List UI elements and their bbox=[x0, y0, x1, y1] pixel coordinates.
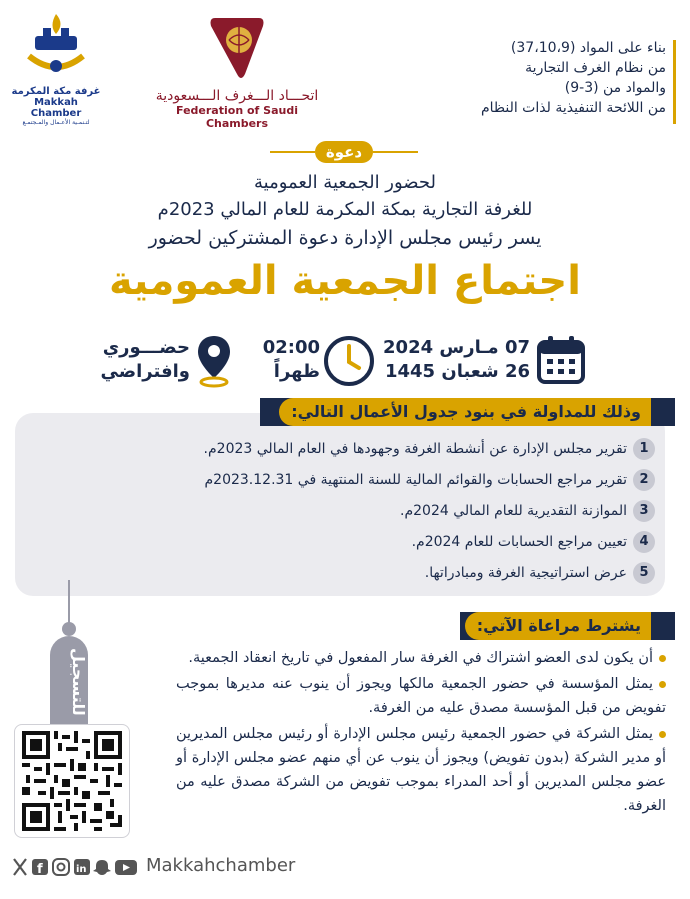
fsc-name-ar: اتحـــاد الـــغرف الـــسعودية bbox=[155, 88, 319, 104]
agenda-item-2 bbox=[30, 468, 655, 492]
snapchat-icon bbox=[93, 860, 111, 875]
invitation-line-3: يسر رئيس مجلس الإدارة دعوة المشتركين لحضور bbox=[148, 227, 542, 249]
agenda-title: وذلك للمداولة في بنود جدول الأعمال التالي: bbox=[279, 398, 651, 426]
bullet-icon bbox=[659, 681, 666, 688]
calendar-icon bbox=[536, 334, 586, 390]
fsc-logo bbox=[152, 12, 322, 130]
invitation-line-2: للغرفة التجارية بمكة المكرمة للعام المالي 2023م bbox=[157, 199, 533, 220]
legal-line-3: والمواد من (3-9) bbox=[564, 80, 666, 96]
invitation-badge: دعوة bbox=[315, 141, 373, 163]
svg-text:in: in bbox=[76, 864, 87, 875]
conditions-list bbox=[176, 646, 666, 818]
makkah-chamber-emblem-icon bbox=[21, 10, 91, 84]
agenda-item-1 bbox=[30, 437, 655, 461]
fsc-name-en: Federation of Saudi Chambers bbox=[176, 104, 298, 130]
facebook-icon bbox=[32, 859, 48, 877]
agenda-item-3 bbox=[30, 499, 655, 523]
agenda-num: 1 bbox=[633, 438, 655, 460]
badge-line-right bbox=[373, 151, 418, 153]
youtube-icon bbox=[115, 860, 137, 875]
registration-dot bbox=[62, 622, 76, 636]
fsc-emblem-icon bbox=[207, 12, 267, 82]
conditions-header bbox=[460, 612, 675, 640]
date-hijri: 26 شعبان 1445 bbox=[384, 361, 530, 382]
agenda-item-4 bbox=[30, 530, 655, 554]
condition-item-2 bbox=[176, 672, 666, 720]
linkedin-icon bbox=[74, 859, 90, 875]
location-pin-icon bbox=[194, 332, 234, 392]
condition-text: يمثل المؤسسة في حضور الجمعية مالكها ويجوز أن ينوب عنه مديرها بموجب تفويض من قبل المؤسسة مصدق عليه من الغرفة. bbox=[176, 676, 666, 716]
makkah-chamber-name-ar: غرفة مكة المكرمة bbox=[11, 86, 101, 97]
instagram-icon bbox=[53, 859, 69, 875]
social-handle[interactable]: Makkahchamber bbox=[146, 855, 296, 876]
date-gregorian: 07 مـارس 2024 bbox=[383, 337, 530, 358]
event-time bbox=[250, 336, 320, 384]
legal-line-1: بناء على المواد (37،10،9) bbox=[510, 40, 666, 56]
mode-virtual: وافتراضي bbox=[100, 361, 190, 382]
social-icons bbox=[12, 856, 140, 878]
conditions-title: يشترط مراعاة الآتي: bbox=[465, 612, 651, 640]
svg-text:f: f bbox=[37, 862, 43, 877]
bullet-icon bbox=[659, 655, 666, 662]
registration-qr-code[interactable] bbox=[14, 724, 130, 838]
qr-code-icon bbox=[22, 731, 122, 831]
condition-item-1 bbox=[176, 646, 666, 670]
agenda-text: عرض استراتيجية الغرفة ومبادراتها. bbox=[424, 565, 627, 581]
headline: اجتماع الجمعية العمومية bbox=[109, 258, 581, 304]
makkah-chamber-tagline: لتـنمـية الأعـمال والمـجتمـع bbox=[22, 119, 90, 126]
agenda-num: 2 bbox=[633, 469, 655, 491]
makkah-chamber-logo bbox=[10, 10, 102, 126]
attendance-mode bbox=[90, 336, 190, 384]
agenda-header bbox=[260, 398, 675, 426]
agenda-num: 4 bbox=[633, 531, 655, 553]
bullet-icon bbox=[659, 731, 666, 738]
agenda-num: 5 bbox=[633, 562, 655, 584]
registration-label[interactable]: للتسجيل bbox=[69, 648, 88, 716]
time-period: ظهراً bbox=[273, 361, 320, 382]
clock-icon bbox=[322, 334, 376, 392]
event-date bbox=[380, 336, 530, 384]
legal-line-4: من اللائحة التنفيذية لذات النظام bbox=[480, 100, 666, 116]
agenda-text: تقرير مجلس الإدارة عن أنشطة الغرفة وجهودها في العام المالي 2023م. bbox=[203, 441, 627, 457]
condition-text: أن يكون لدى العضو اشتراك في الغرفة سار المفعول في تاريخ انعقاد الجمعية. bbox=[188, 650, 653, 666]
mode-in-person: حضـــوري bbox=[102, 337, 190, 358]
agenda-text: تقرير مراجع الحسابات والقوائم المالية للسنة المنتهية في 2023.12.31م bbox=[204, 472, 627, 488]
legal-accent-bar bbox=[673, 40, 676, 124]
x-icon bbox=[14, 859, 26, 875]
agenda-item-5 bbox=[30, 561, 655, 585]
invitation-line-1: لحضور الجمعية العمومية bbox=[253, 172, 437, 193]
agenda-text: الموازنة التقديرية للعام المالي 2024م. bbox=[400, 503, 627, 519]
legal-line-2: من نظام الغرف التجارية bbox=[525, 60, 666, 76]
condition-text: يمثل الشركة في حضور الجمعية رئيس مجلس الإدارة أو رئيس مجلس المديرين أو مدير الشركة (بدون تفويض) ويجوز أن ينوب عن أي منهم عضو مجلس الإدارة أو عضو مجلس المديرين أو أحد المدراء بموجب تفويض من الشركة مصدق عليه من الغرفة. bbox=[176, 726, 666, 814]
legal-note bbox=[426, 38, 666, 118]
makkah-chamber-name-en: Makkah Chamber bbox=[30, 97, 82, 119]
condition-item-3 bbox=[176, 722, 666, 818]
agenda-text: تعيين مراجع الحسابات للعام 2024م. bbox=[411, 534, 627, 550]
time-value: 02:00 bbox=[262, 337, 320, 358]
agenda-num: 3 bbox=[633, 500, 655, 522]
agenda-list bbox=[30, 437, 655, 585]
badge-line-left bbox=[270, 151, 315, 153]
